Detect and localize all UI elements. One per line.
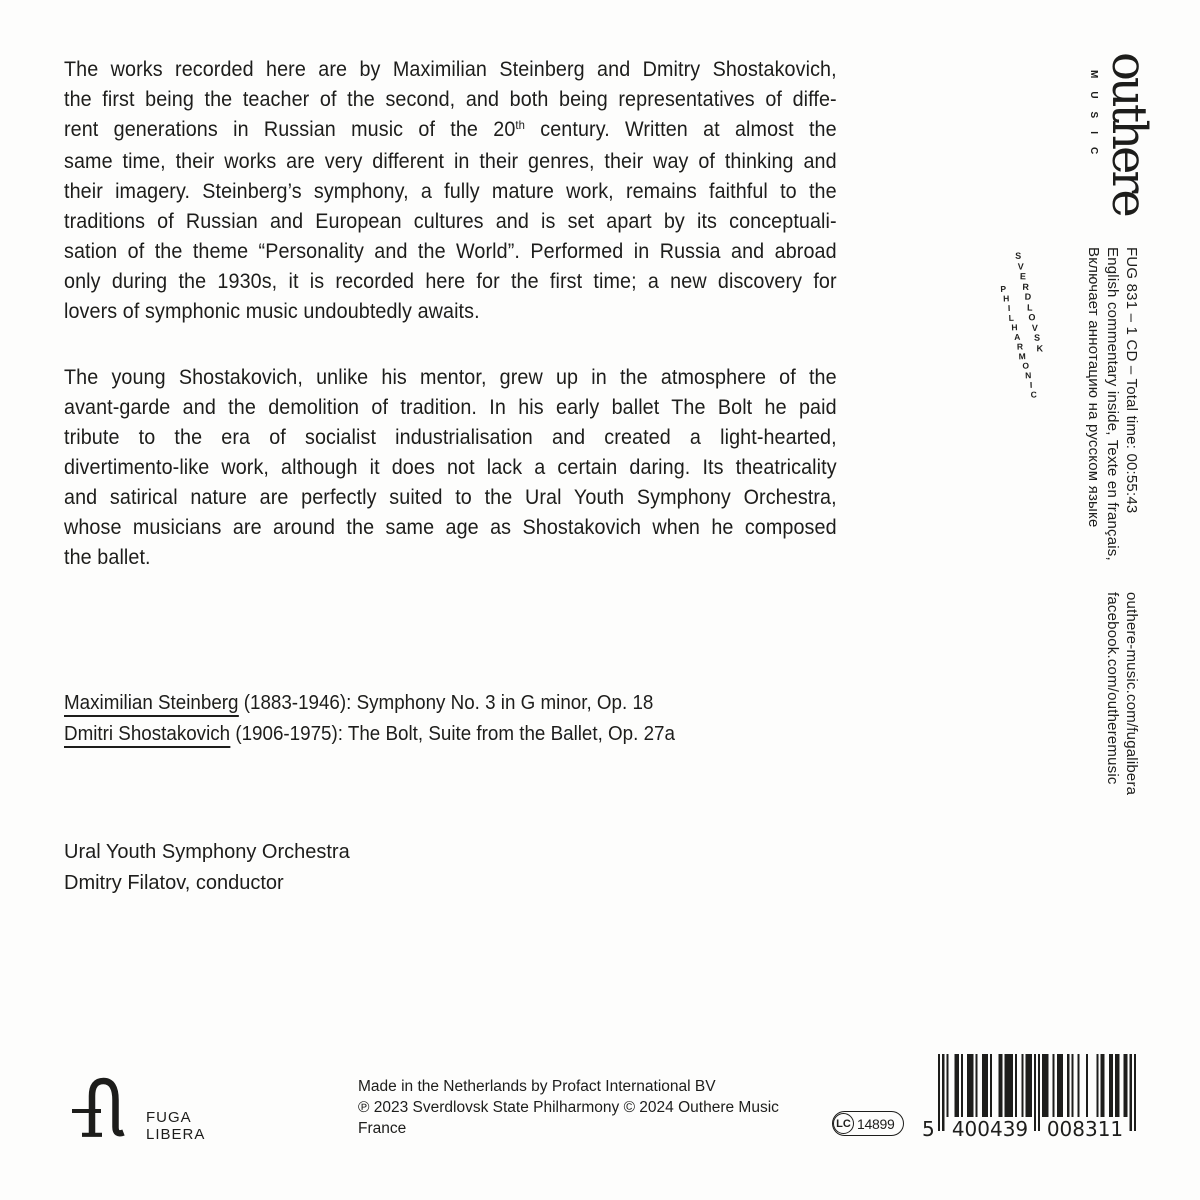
- facebook-url: facebook.com/outheremusic: [1104, 592, 1121, 785]
- paragraph-2: [64, 363, 837, 573]
- lc-code: LC: [833, 1113, 854, 1134]
- website-url: outhere-music.com/fugalibera: [1123, 592, 1140, 796]
- barcode: [921, 1054, 1151, 1146]
- paragraph-line: only during the 1930s, it is recorded here for the first time; a new discovery for: [64, 270, 837, 293]
- paragraph-line: tribute to the era of socialist industrialisation and created a light-hearted,: [64, 426, 837, 449]
- outhere-music-wordmark-sub: MUSIC: [1088, 70, 1099, 168]
- paragraph-line: whose musicians are around the same age as Shostakovich when he composed: [64, 516, 837, 539]
- copyright-line: ℗ 2023 Sverdlovsk State Philharmony © 2024 Outhere Music: [358, 1099, 779, 1116]
- outhere-music-logo: outhere: [1101, 52, 1157, 214]
- paragraph-line: divertimento-like work, although it does not lack a certain daring. Its theatricality: [64, 456, 837, 479]
- paragraph-line: [64, 115, 837, 147]
- paragraph-line: same time, their works are very different in their genres, their way of thinking and: [64, 150, 837, 173]
- work-title: (1883-1946): Symphony No. 3 in G minor, Op. 18: [238, 692, 654, 714]
- paragraph-line: their imagery. Steinberg’s symphony, a fully mature work, remains faithful to the: [64, 180, 837, 203]
- composer-name: Dmitri Shostakovich: [64, 723, 230, 748]
- imprint: [358, 1076, 779, 1139]
- fuga-libera-fl-monogram-icon: [70, 1076, 130, 1140]
- paragraph-1: [64, 55, 837, 327]
- barcode-first-digit: 5: [922, 1117, 935, 1141]
- philharmonic-word-philharmonic: P H I L H A R M O N I C: [1000, 283, 1037, 400]
- work-entry: [64, 688, 837, 719]
- paragraph-line: the first being the teacher of the second, and both being representatives of diffe-: [64, 88, 837, 111]
- paragraph-line: sation of the theme “Personality and the World”. Performed in Russia and abroad: [64, 240, 837, 263]
- paragraph-gap: [64, 327, 837, 363]
- orchestra-name: Ural Youth Symphony Orchestra: [64, 841, 350, 863]
- label-name-line: LIBERA: [146, 1126, 206, 1143]
- paragraph-line: avant-garde and the demolition of tradition. In his early ballet The Bolt he paid: [64, 396, 837, 419]
- manufacture-line: Made in the Netherlands by Profact International BV: [358, 1078, 716, 1095]
- paragraph-line-text: century. Written at almost the: [525, 118, 837, 141]
- barcode-right-digits: 008311: [1046, 1117, 1124, 1141]
- composer-name: Maximilian Steinberg: [64, 692, 239, 717]
- liner-notes: [64, 55, 837, 573]
- lc-number: 14899: [857, 1115, 895, 1132]
- lc-badge: [832, 1111, 904, 1136]
- fuga-libera-label-name: [146, 1109, 205, 1143]
- paragraph-line-text: rent generations in Russian music of the 20: [64, 118, 516, 141]
- barcode-left-digits: 400439: [951, 1117, 1029, 1141]
- works-list: [64, 688, 837, 750]
- label-name-line: FUGA: [146, 1109, 192, 1126]
- paragraph-line: The young Shostakovich, unlike his mentor, grew up in the atmosphere of the: [64, 366, 837, 389]
- philharmonic-word-sverdlovsk: S V E R D L O V S K: [1015, 250, 1043, 353]
- paragraph-line: the ballet.: [64, 546, 151, 569]
- work-title: (1906-1975): The Bolt, Suite from the Ballet, Op. 27a: [230, 723, 675, 745]
- russian-note-line: Включает аннотацию на русском языке: [1085, 247, 1102, 528]
- ordinal-superscript: th: [515, 118, 526, 132]
- paragraph-line: traditions of Russian and European cultures and is set apart by its conceptuali-: [64, 210, 837, 233]
- performers: [64, 837, 350, 899]
- catalog-info: [1084, 247, 1141, 561]
- work-entry: [64, 719, 837, 750]
- catalog-number-line: FUG 831 – 1 CD – Total time: 00:55:43: [1123, 247, 1140, 514]
- paragraph-line: and satirical nature are perfectly suited to the Ural Youth Symphony Orchestra,: [64, 486, 837, 509]
- paragraph-line: lovers of symphonic music undoubtedly awaits.: [64, 300, 480, 323]
- paragraph-line: The works recorded here are by Maximilian Steinberg and Dmitry Shostakovich,: [64, 58, 837, 81]
- web-links: [1103, 592, 1141, 795]
- conductor-name: Dmitry Filatov, conductor: [64, 872, 284, 894]
- country-line: France: [358, 1120, 407, 1137]
- language-note-line: English commentary inside, Texte en français,: [1104, 247, 1121, 561]
